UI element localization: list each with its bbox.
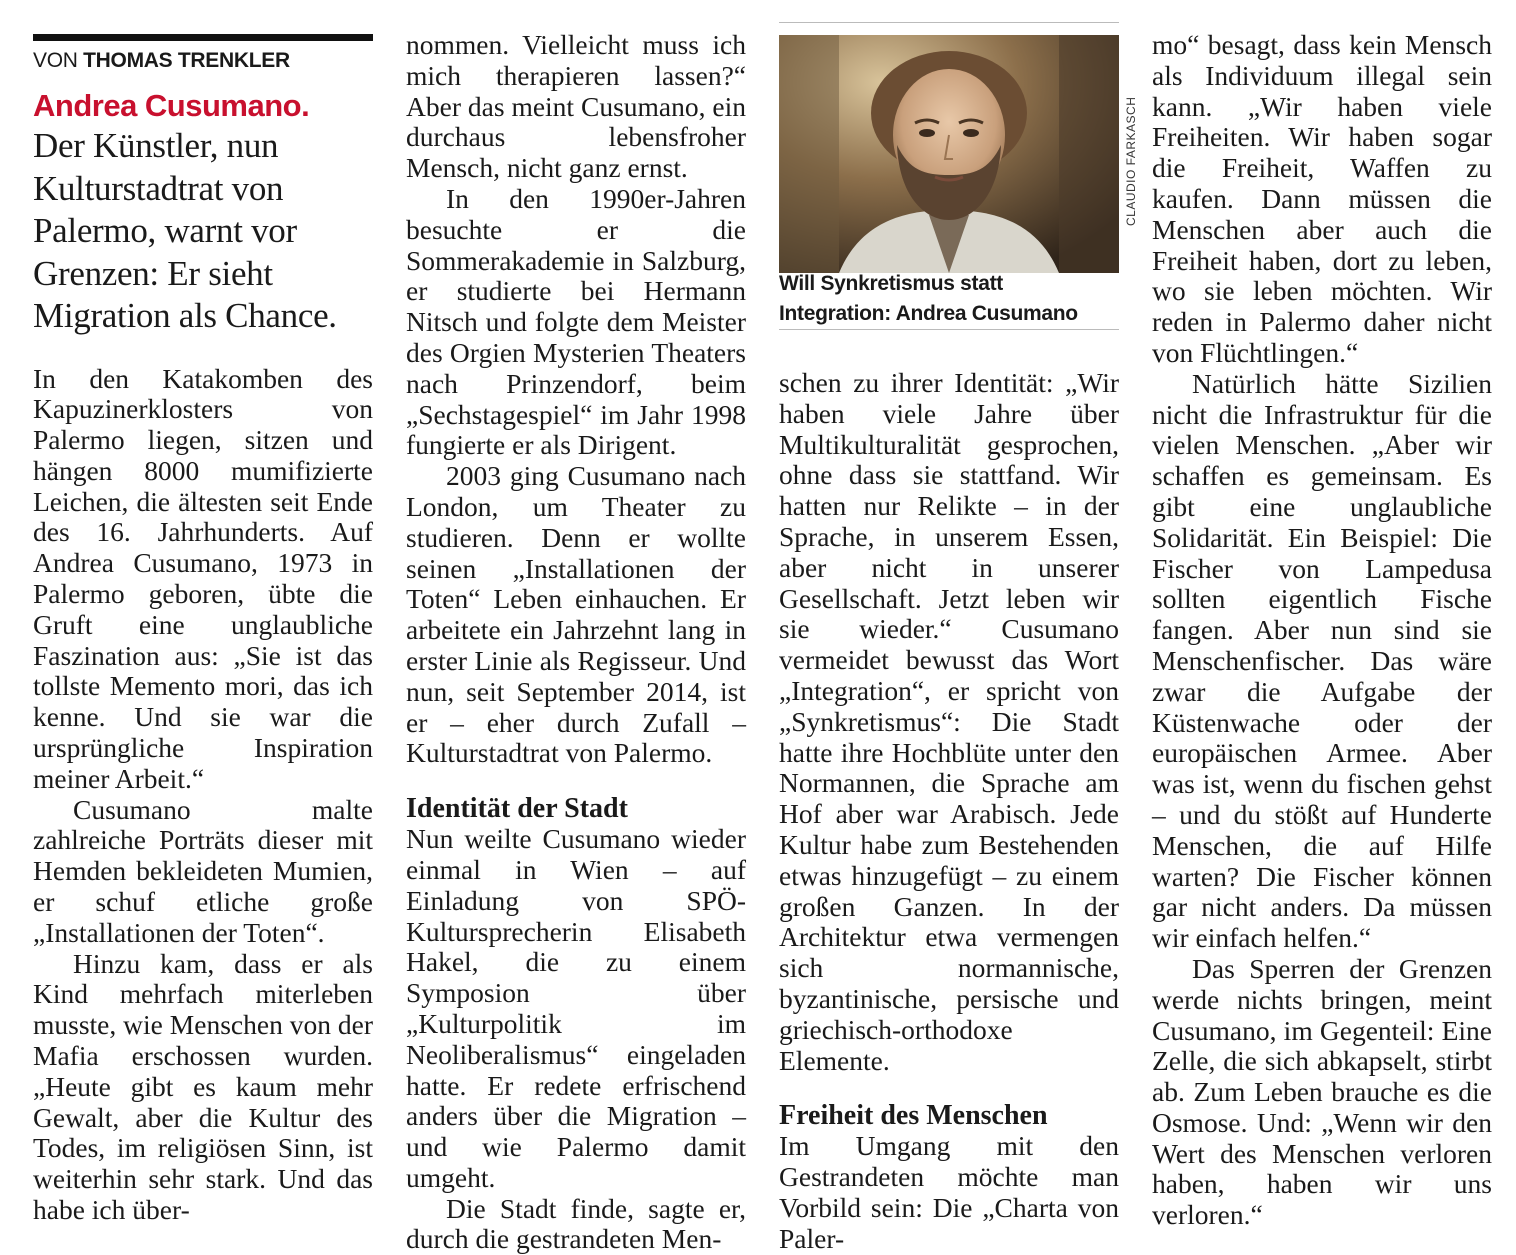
paragraph: mo“ besagt, dass kein Mensch als Individuum illegal sein kann. „Wir haben viele Freiheiten. Wir haben sogar die Freiheit, Waffen zu kaufen. Dann müssen die Menschen aber auch die Freiheit haben, dort zu leben, wo sie leben möchten. Wir reden in Palermo daher nicht von Flüchtlingen.“	[1152, 29, 1492, 368]
paragraph: Hinzu kam, dass er als Kind mehrfach miterleben musste, wie Menschen von der Mafia erschossen wurden. „Heute gibt es kaum mehr Gewalt, aber die Kultur des Todes, im religiösen Sinn, ist weiterhin sehr stark. Und das habe ich über-	[33, 947, 373, 1226]
paragraph: Im Umgang mit den Gestrandeten möchte man Vorbild sein: Die „Charta von Paler-	[779, 1130, 1119, 1254]
article-body-4	[1152, 30, 1492, 1231]
byline-author: THOMAS TRENKLER	[83, 49, 290, 72]
photo-caption: Will Synkretismus statt Integration: Andrea Cusumano	[779, 272, 1078, 325]
paragraph: nommen. Vielleicht muss ich mich therapieren lassen?“ Aber das meint Cusumano, ein durchaus lebensfroher Mensch, nicht ganz ernst.	[406, 29, 746, 184]
article-body-2	[406, 30, 746, 1255]
paragraph: Nun weilte Cusumano wieder einmal in Wien – auf Einladung von SPÖ-Kultursprecherin Elisabeth Hakel, die zu einem Symposion über „Kulturpolitik im Neoliberalismus“ eingeladen hatte. Er redete erfrischend anders über die Migration – und wie Palermo damit umgeht.	[406, 823, 746, 1193]
subhead-freiheit: Freiheit des Menschen	[779, 1100, 1048, 1132]
article-body-3	[779, 368, 1119, 1255]
byline	[33, 49, 373, 73]
paragraph: Die Stadt finde, sagte er, durch die gestrandeten Men-	[406, 1192, 746, 1255]
article-body-1	[33, 364, 373, 1226]
deck-text: Der Künstler, nun Kulturstadtrat von Palermo, warnt vor Grenzen: Er sieht Migration als Chance.	[33, 126, 337, 335]
column-4	[1152, 30, 1492, 1231]
paragraph: schen zu ihrer Identität: „Wir haben viele Jahre über Multikulturalität gesprochen, ohne dass sie stattfand. Wir hatten nur Relikte – in der Sprache, in unserem Essen, aber nicht in unserer Gesellschaft. Jetzt leben wir sie wieder.“ Cusumano vermeidet bewusst das Wort „Integration“, er spricht von „Synkretismus“: Die Stadt hatte ihre Hochblüte unter den Normannen, die Sprache am Hof aber war Arabisch. Jede Kultur habe zum Bestehenden etwas hinzugefügt – zu einem großen Ganzen. In der Architektur etwa vermengen sich normannische, byzantinische, persische und griechisch-orthodoxe Elemente.	[779, 367, 1119, 1076]
paragraph: 2003 ging Cusumano nach London, um Theater zu studieren. Denn er wollte seinen „Installationen der Toten“ Leben einhauchen. Er arbeitete ein Jahrzehnt lang in erster Linie als Regisseur. Und nun, seit September 2014, ist er – eher durch Zufall – Kulturstadtrat von Palermo.	[406, 460, 746, 769]
column-1	[33, 30, 373, 1226]
paragraph: Cusumano malte zahlreiche Porträts dieser mit Hemden bekleideten Mumien, er schuf etliche große „Installationen der Toten“.	[33, 793, 373, 948]
photo-credit-text: CLAUDIO FARKASCH	[1124, 96, 1138, 226]
top-rule	[33, 34, 373, 41]
paragraph: Natürlich hätte Sizilien nicht die Infrastruktur für die vielen Menschen. „Aber wir schaffen es gemeinsam. Es gibt eine unglaubliche Solidarität. Ein Beispiel: Die Fischer von Lampedusa sollten eigentlich Fische fangen. Aber nun sind sie Menschenfischer. Das wäre zwar die Aufgabe der Küstenwache oder der europäischen Armee. Aber was ist, wenn du fischen gehst – und du stößt auf Hunderte Menschen, die auf Hilfe warten? Die Fischer können gar nicht anders. Da müssen wir einfach helfen.“	[1152, 367, 1492, 954]
paragraph: Das Sperren der Grenzen werde nichts bringen, meint Cusumano, im Gegenteil: Eine Zelle, die sich abkapselt, stirbt ab. Zum Leben brauche es die Osmose. Und: „Wenn wir den Wert des Menschen verloren haben, haben wir uns verloren.“	[1152, 952, 1492, 1231]
deck-name: Andrea Cusumano.	[33, 88, 310, 123]
portrait-photo	[779, 35, 1119, 273]
paragraph: In den Katakomben des Kapuzinerklosters von Palermo liegen, sitzen und hängen 8000 mumifizierte Leichen, die ältesten seit Ende des 16. Jahrhunderts. Auf Andrea Cusumano, 1973 in Palermo geboren, übte die Gruft eine unglaubliche Faszination aus: „Sie ist das tollste Memento mori, das ich kenne. Und sie war die ursprüngliche Inspiration meiner Arbeit.“	[33, 362, 373, 794]
photo-box	[779, 22, 1119, 330]
column-2	[406, 30, 746, 1255]
portrait-illustration	[779, 35, 1119, 273]
paragraph: In den 1990er-Jahren besuchte er die Sommerakademie in Salzburg, er studierte bei Hermann Nitsch und folgte dem Meister des Orgien Mysterien Theaters nach Prinzendorf, beim „Sechstagespiel“ im Jahr 1998 fungierte er als Dirigent.	[406, 182, 746, 461]
subhead-identitaet: Identität der Stadt	[406, 793, 628, 825]
byline-prefix: VON	[33, 49, 78, 72]
photo-credit	[1123, 30, 1139, 230]
column-3	[779, 368, 1119, 1255]
